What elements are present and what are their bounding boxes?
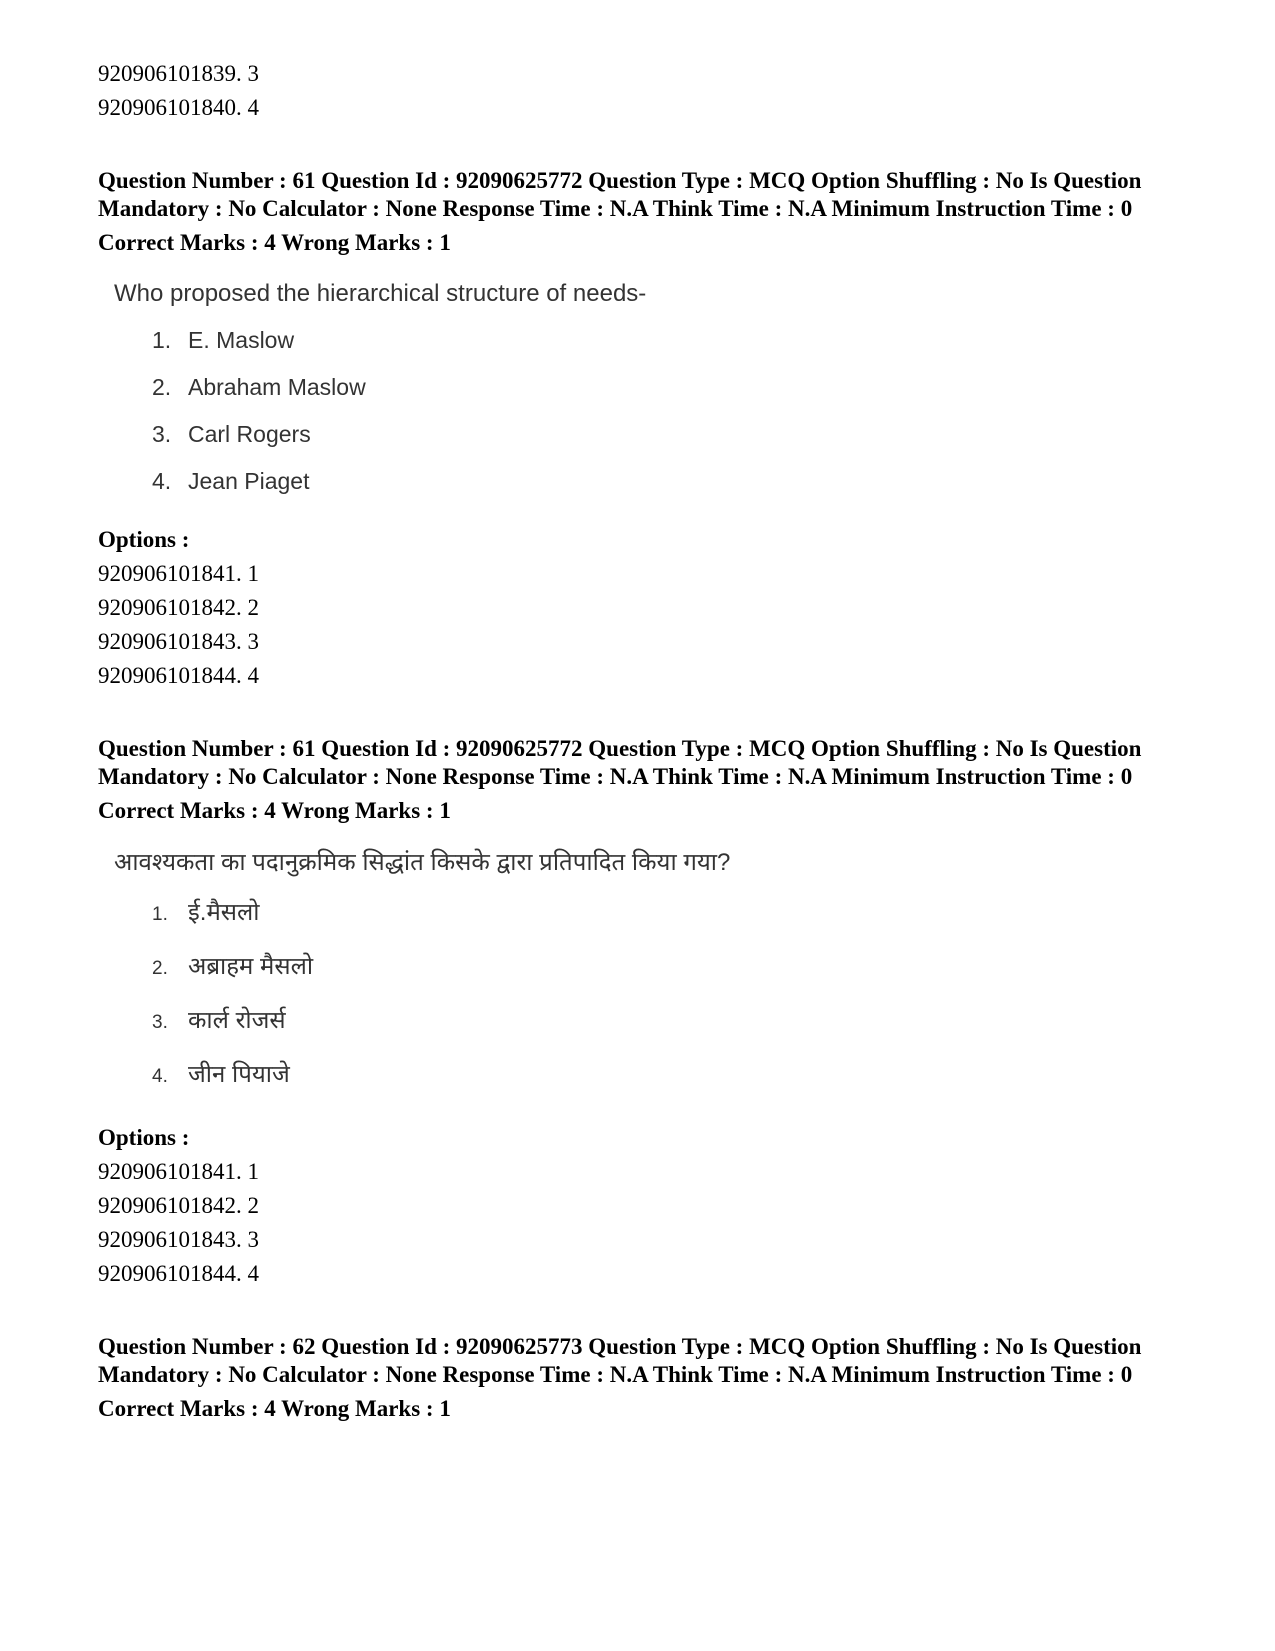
question-text: आवश्यकता का पदानुक्रमिक सिद्धांत किसके द्वारा प्रतिपादित किया गया? — [114, 849, 731, 876]
question-text: Who proposed the hierarchical structure of needs- — [114, 280, 647, 307]
choice-text: जीन पियाजे — [188, 1061, 290, 1088]
question-header: Question Number : 61 Question Id : 92090625772 Question Type : MCQ Option Shuffling : No Is Question Mandatory : No Calculator : None Response Time : N.A Think Time : N.A Minimum Instruction Time : 0 — [98, 168, 1142, 221]
question-header: Question Number : 62 Question Id : 92090625773 Question Type : MCQ Option Shuffling : No Is Question Mandatory : No Calculator : None Response Time : N.A Think Time : N.A Minimum Instruction Time : 0 — [98, 1334, 1142, 1387]
choice-number: 1. — [152, 327, 172, 353]
question-block-61-english — [98, 167, 1188, 693]
choice-item — [152, 411, 1188, 458]
option-line: 920906101841. 1 — [98, 1159, 259, 1184]
option-line: 920906101844. 4 — [98, 663, 259, 688]
choice-number: 4. — [152, 1066, 168, 1087]
choice-item — [152, 317, 1188, 364]
option-line: 920906101839. 3 — [98, 61, 259, 86]
option-line: 920906101843. 3 — [98, 1227, 259, 1252]
choice-item — [152, 887, 1188, 941]
options-label: Options : — [98, 1125, 190, 1150]
choice-number: 2. — [152, 374, 172, 400]
document-page — [98, 57, 1188, 1423]
option-line: 920906101842. 2 — [98, 1193, 259, 1218]
choice-item — [152, 995, 1188, 1049]
choice-item — [152, 941, 1188, 995]
choice-number: 3. — [152, 421, 172, 447]
question-block-61-hindi — [98, 735, 1188, 1291]
choice-text: Jean Piaget — [188, 468, 310, 494]
choice-list — [114, 887, 1188, 1103]
choice-number: 3. — [152, 1012, 168, 1033]
previous-question-options — [98, 57, 1188, 125]
choice-number: 1. — [152, 904, 168, 925]
option-line: 920906101843. 3 — [98, 629, 259, 654]
choice-text: कार्ल रोजर्स — [188, 1007, 286, 1034]
option-line: 920906101840. 4 — [98, 95, 259, 120]
choice-item — [152, 1049, 1188, 1103]
choice-item — [152, 364, 1188, 411]
choice-text: Carl Rogers — [188, 421, 311, 447]
choice-text: Abraham Maslow — [188, 374, 366, 400]
option-line: 920906101844. 4 — [98, 1261, 259, 1286]
question-marks: Correct Marks : 4 Wrong Marks : 1 — [98, 230, 451, 255]
option-line: 920906101841. 1 — [98, 561, 259, 586]
choice-text: अब्राहम मैसलो — [188, 953, 314, 980]
choice-text: ई.मैसलो — [188, 899, 260, 926]
choice-item — [152, 458, 1188, 505]
question-block-62 — [98, 1333, 1188, 1423]
question-marks: Correct Marks : 4 Wrong Marks : 1 — [98, 798, 451, 823]
question-content — [114, 277, 1188, 505]
choice-list — [114, 317, 1188, 505]
choice-text: E. Maslow — [188, 327, 295, 353]
question-content — [114, 845, 1188, 1103]
choice-number: 2. — [152, 958, 168, 979]
options-label: Options : — [98, 527, 190, 552]
question-marks: Correct Marks : 4 Wrong Marks : 1 — [98, 1396, 451, 1421]
option-line: 920906101842. 2 — [98, 595, 259, 620]
question-header: Question Number : 61 Question Id : 92090625772 Question Type : MCQ Option Shuffling : No Is Question Mandatory : No Calculator : None Response Time : N.A Think Time : N.A Minimum Instruction Time : 0 — [98, 736, 1142, 789]
choice-number: 4. — [152, 468, 172, 494]
